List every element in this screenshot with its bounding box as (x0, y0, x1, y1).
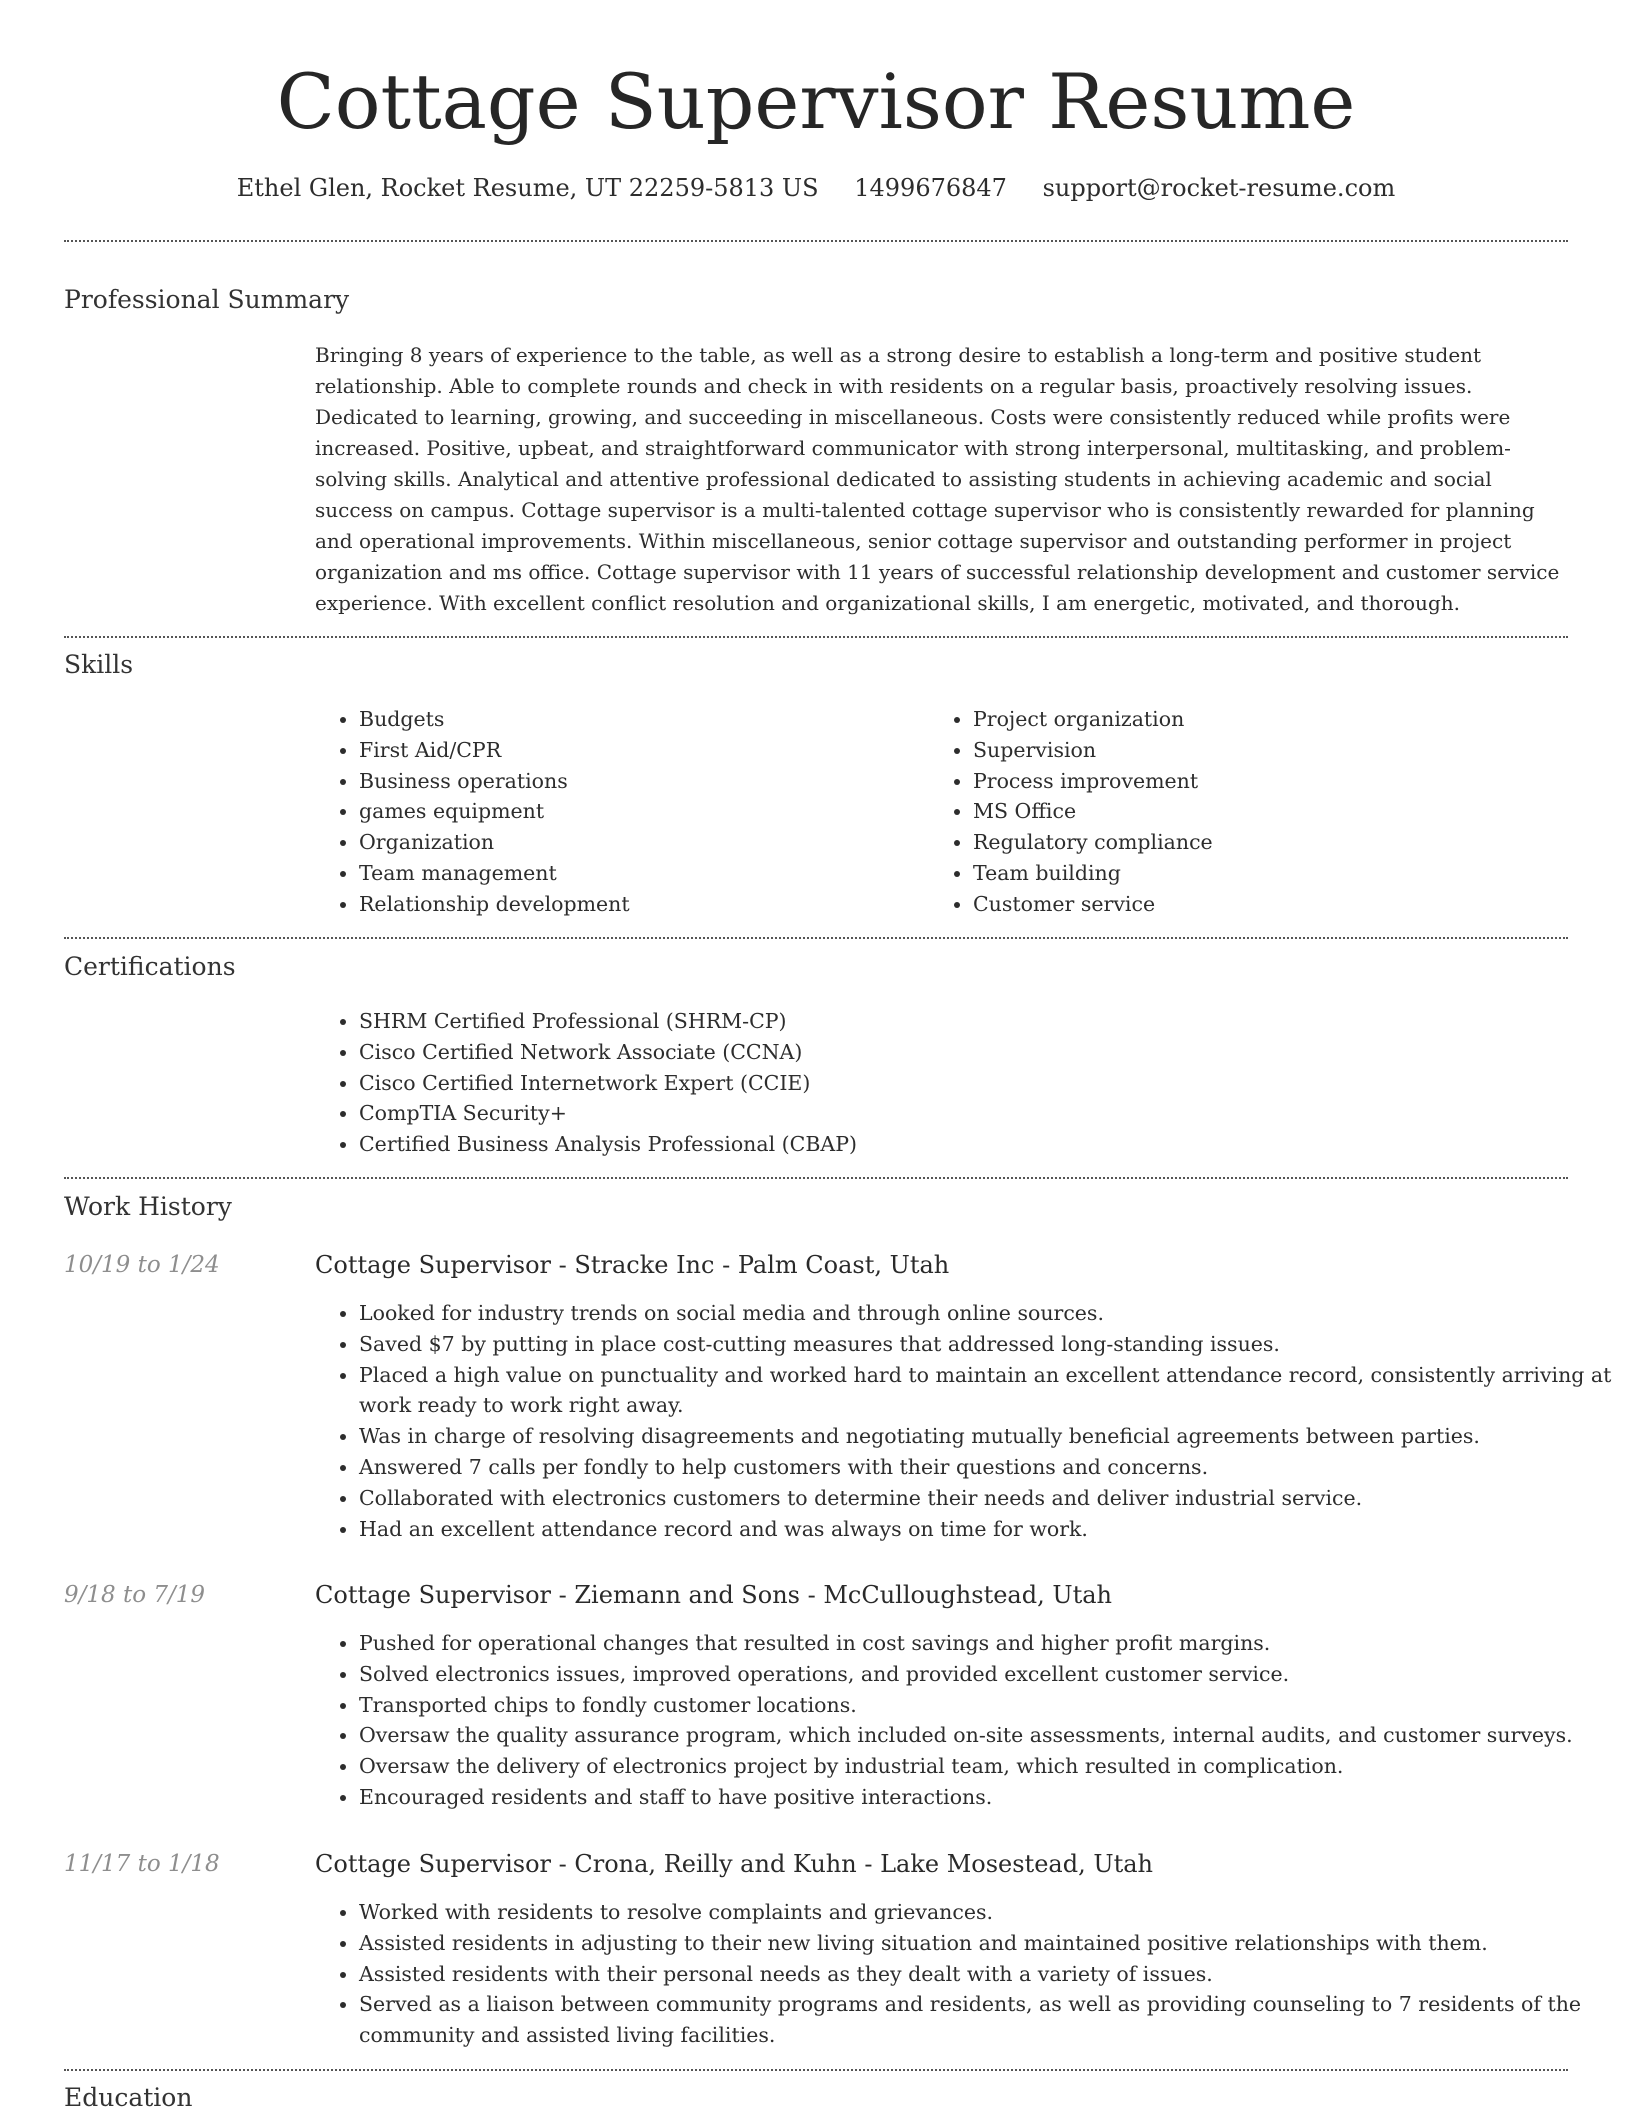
job-dates: 10/19 to 1/24 (64, 1252, 220, 1278)
section-heading-skills: Skills (64, 650, 134, 679)
job-bullet: • Served as a liaison between community programs and residents, as well as providing counseling to 7 residents of the community and assisted living facilities. (359, 1989, 1614, 2051)
skill-item: • Process improvement (973, 766, 1573, 797)
job-bullet: • Answered 7 calls per fondly to help customers with their questions and concerns. (359, 1452, 1614, 1483)
divider (64, 2069, 1568, 2071)
skill-item: • Organization (359, 827, 919, 858)
job-bullets (315, 1897, 1614, 2051)
summary-text: Bringing 8 years of experience to the table, as well as a strong desire to establish a long-term and positive student relationship. Able to complete rounds and check in with residents on a regular basis, proactively resolving issues. Dedicated to learning, growing, and succeeding in miscellaneous. Costs were consistently reduced while profits were increased. Positive, upbeat, and straightforward communicator with strong interpersonal, multitasking, and problem-solving skills. Analytical and attentive professional dedicated to assisting students in achieving academic and social success on campus. Cottage supervisor is a multi-talented cottage supervisor who is consistently rewarded for planning and operational improvements. Within miscellaneous, senior cottage supervisor and outstanding performer in project organization and ms office. Cottage supervisor with 11 years of successful relationship development and customer service experience. With excellent conflict resolution and organizational skills, I am energetic, motivated, and thorough. (315, 343, 1560, 615)
section-heading-summary: Professional Summary (64, 285, 350, 314)
skill-item: • Customer service (973, 889, 1573, 920)
skills-list-left (315, 704, 919, 920)
section-heading-work-history: Work History (64, 1192, 232, 1221)
job-bullets (315, 1298, 1614, 1544)
contact-phone: 1499676847 (854, 174, 1007, 202)
skills-list-right (929, 704, 1573, 920)
job-title: Cottage Supervisor - Stracke Inc - Palm Coast, Utah (315, 1251, 950, 1279)
job-bullet: • Placed a high value on punctuality and worked hard to maintain an excellent attendance record, consistently arriving at work ready to work right away. (359, 1360, 1614, 1422)
job-title: Cottage Supervisor - Ziemann and Sons - McCulloughstead, Utah (315, 1581, 1112, 1609)
section-heading-education: Education (64, 2083, 193, 2112)
skill-item: • Business operations (359, 766, 919, 797)
job-bullet: • Oversaw the quality assurance program, which included on-site assessments, internal audits, and customer surveys. (359, 1720, 1614, 1751)
skill-item: • Project organization (973, 704, 1573, 735)
certification-item: • CompTIA Security+ (359, 1098, 1559, 1129)
job-bullet: • Solved electronics issues, improved operations, and provided excellent customer service. (359, 1659, 1614, 1690)
contact-email: support@rocket-resume.com (1042, 174, 1396, 202)
divider (64, 240, 1568, 242)
skill-item: • Regulatory compliance (973, 827, 1573, 858)
skill-item: • Team building (973, 858, 1573, 889)
divider (64, 937, 1568, 939)
section-heading-certifications: Certifications (64, 952, 236, 981)
skill-item: • Supervision (973, 735, 1573, 766)
skill-item: • Budgets (359, 704, 919, 735)
job-bullet: • Collaborated with electronics customers to determine their needs and deliver industrial service. (359, 1483, 1614, 1514)
job-bullet: • Looked for industry trends on social media and through online sources. (359, 1298, 1614, 1329)
skill-item: • Team management (359, 858, 919, 889)
job-bullet: • Assisted residents with their personal needs as they dealt with a variety of issues. (359, 1959, 1614, 1990)
certifications-list (315, 1006, 1559, 1160)
job-bullet: • Encouraged residents and staff to have positive interactions. (359, 1782, 1614, 1813)
certification-item: • Cisco Certified Internetwork Expert (CCIE) (359, 1068, 1559, 1099)
job-bullet: • Transported chips to fondly customer locations. (359, 1690, 1614, 1721)
job-bullets (315, 1628, 1614, 1813)
contact-line (0, 170, 1632, 206)
certification-item: • Cisco Certified Network Associate (CCNA) (359, 1037, 1559, 1068)
job-bullet: • Was in charge of resolving disagreements and negotiating mutually beneficial agreements between parties. (359, 1421, 1614, 1452)
resume-title: Cottage Supervisor Resume (276, 57, 1356, 146)
job-bullet: • Saved $7 by putting in place cost-cutting measures that addressed long-standing issues. (359, 1329, 1614, 1360)
skill-item: • games equipment (359, 796, 919, 827)
skill-item: • MS Office (973, 796, 1573, 827)
job-bullet: • Assisted residents in adjusting to their new living situation and maintained positive relationships with them. (359, 1928, 1614, 1959)
certification-item: • SHRM Certified Professional (SHRM-CP) (359, 1006, 1559, 1037)
job-bullet: • Worked with residents to resolve complaints and grievances. (359, 1897, 1614, 1928)
contact-address: Ethel Glen, Rocket Resume, UT 22259-5813 US (236, 174, 819, 202)
job-bullet: • Had an excellent attendance record and was always on time for work. (359, 1514, 1614, 1545)
job-bullet: • Pushed for operational changes that resulted in cost savings and higher profit margins. (359, 1628, 1614, 1659)
job-dates: 11/17 to 1/18 (64, 1851, 220, 1877)
divider (64, 1177, 1568, 1179)
job-dates: 9/18 to 7/19 (64, 1582, 206, 1608)
job-bullet: • Oversaw the delivery of electronics project by industrial team, which resulted in complication. (359, 1751, 1614, 1782)
job-title: Cottage Supervisor - Crona, Reilly and Kuhn - Lake Mosestead, Utah (315, 1850, 1153, 1878)
skill-item: • Relationship development (359, 889, 919, 920)
skill-item: • First Aid/CPR (359, 735, 919, 766)
divider (64, 636, 1568, 638)
certification-item: • Certified Business Analysis Professional (CBAP) (359, 1129, 1559, 1160)
